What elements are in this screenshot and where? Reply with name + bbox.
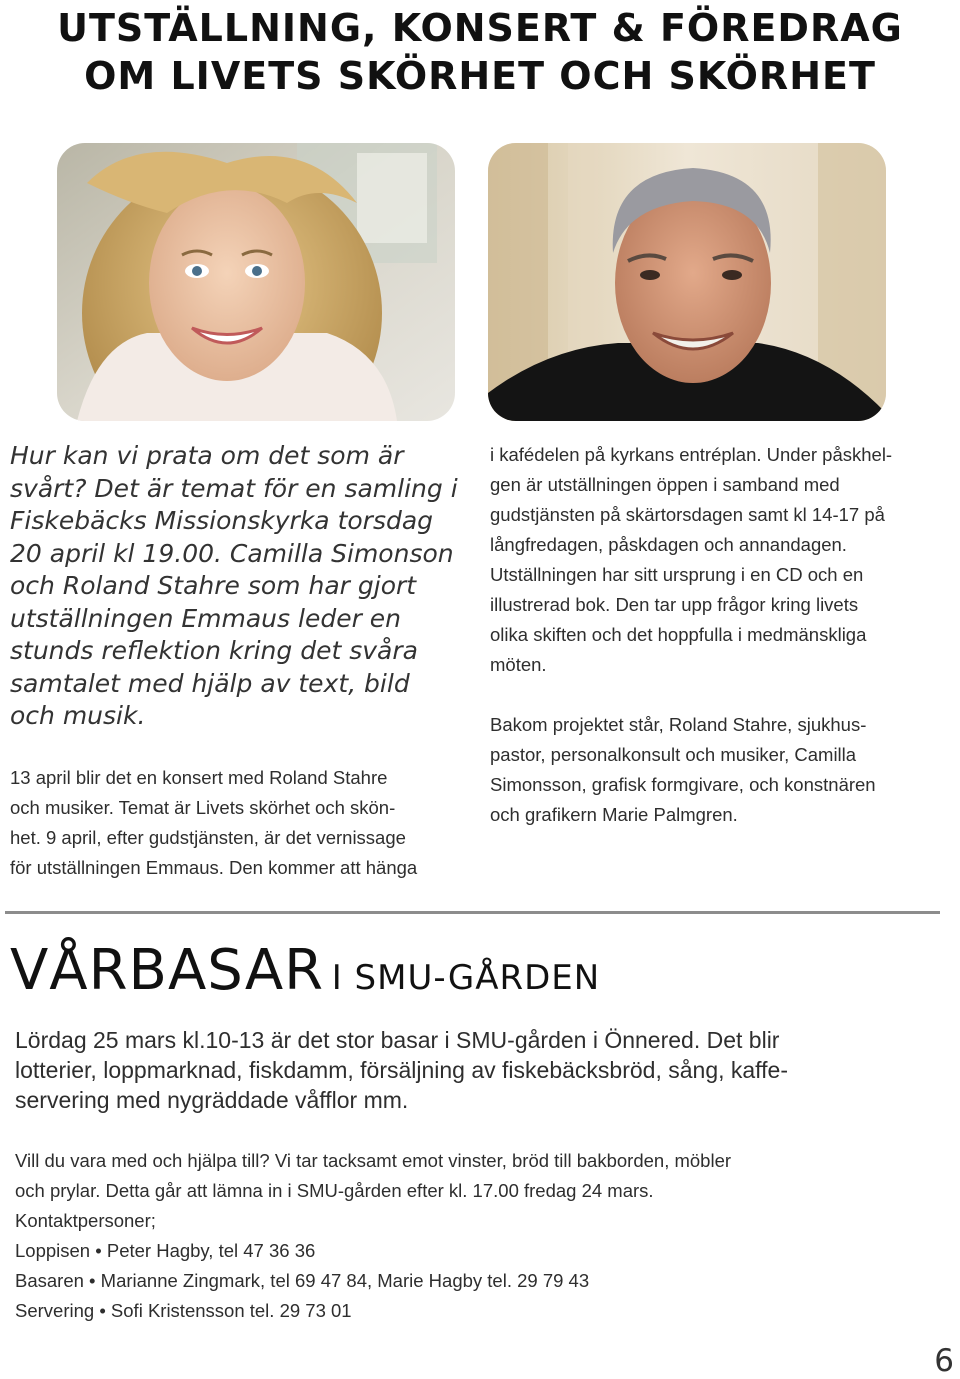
text-line: Utställningen har sitt ursprung i en CD och en (490, 564, 864, 585)
text-line: och prylar. Detta går att lämna in i SMU-gården efter kl. 17.00 fredag 24 mars. (15, 1180, 654, 1201)
contact-line: Basaren • Marianne Zingmark, tel 69 47 84, Marie Hagby tel. 29 79 43 (15, 1270, 590, 1291)
section-divider (5, 911, 940, 914)
photo-man-illustration (488, 143, 886, 421)
text-line: långfredagen, påskdagen och annandagen. (490, 534, 847, 555)
text-line: gudstjänsten på skärtorsdagen samt kl 14-17 på (490, 504, 885, 525)
text-line: het. 9 april, efter gudstjänsten, är det vernissage (10, 827, 406, 848)
contact-line: Servering • Sofi Kristensson tel. 29 73 01 (15, 1300, 352, 1321)
text-line: lotterier, loppmarknad, fiskdamm, försäljning av fiskebäcksbröd, sång, kaffe- (15, 1057, 788, 1083)
text-line: Bakom projektet står, Roland Stahre, sjukhus- (490, 714, 867, 735)
bazaar-intro (15, 1025, 915, 1115)
page-number: 6 (934, 1343, 954, 1379)
text-line: för utställningen Emmaus. Den kommer att hänga (10, 857, 418, 878)
text-line: pastor, personalkonsult och musiker, Camilla (490, 744, 857, 765)
headline-line-2: OM LIVETS SKÖRHET OCH SKÖRHET (84, 54, 876, 98)
text-line: Vill du vara med och hjälpa till? Vi tar tacksamt emot vinster, bröd till bakborden, möbler (15, 1150, 732, 1171)
bazaar-details (15, 1146, 915, 1326)
text-line: illustrerad bok. Den tar upp frågor kring livets (490, 594, 859, 615)
text-line: i kafédelen på kyrkans entréplan. Under påskhel- (490, 444, 893, 465)
photo-man (488, 143, 886, 421)
headline-line-1: UTSTÄLLNING, KONSERT & FÖREDRAG (57, 6, 903, 50)
right-column-text-2 (490, 710, 940, 830)
photo-woman-illustration (57, 143, 455, 421)
text-line: och musiker. Temat är Livets skörhet och skön- (10, 797, 396, 818)
bazaar-title-main: VÅRBASAR (10, 938, 325, 1003)
text-line: Lördag 25 mars kl.10-13 är det stor basar i SMU-gården i Önnered. Det blir (15, 1027, 780, 1053)
contact-heading: Kontaktpersoner; (15, 1210, 156, 1231)
text-line: 13 april blir det en konsert med Roland Stahre (10, 767, 388, 788)
text-line: olika skiften och det hoppfulla i medmänskliga (490, 624, 867, 645)
text-line: gen är utställningen öppen i samband med (490, 474, 840, 495)
photo-woman (57, 143, 455, 421)
intro-paragraph: Hur kan vi prata om det som är svårt? Det är temat för en samling i Fiskebäcks Missionskyrka torsdag 20 april kl 19.00. Camilla Simonson och Roland Stahre som har gjort utställningen Emmaus leder en stunds reflektion kring det svåra samtalet med hjälp av text, bild och musik. (10, 441, 458, 730)
left-column-text (10, 763, 460, 883)
text-line: servering med nygräddade våfflor mm. (15, 1087, 409, 1113)
text-line: Simonsson, grafisk formgivare, och konstnären (490, 774, 876, 795)
bazaar-title (10, 938, 600, 1003)
bazaar-title-sub: I SMU-GÅRDEN (331, 958, 601, 998)
text-line: och grafikern Marie Palmgren. (490, 804, 738, 825)
contact-line: Loppisen • Peter Hagby, tel 47 36 36 (15, 1240, 316, 1261)
page-headline (0, 4, 960, 100)
text-line: möten. (490, 654, 547, 675)
right-column-text-1 (490, 440, 940, 680)
